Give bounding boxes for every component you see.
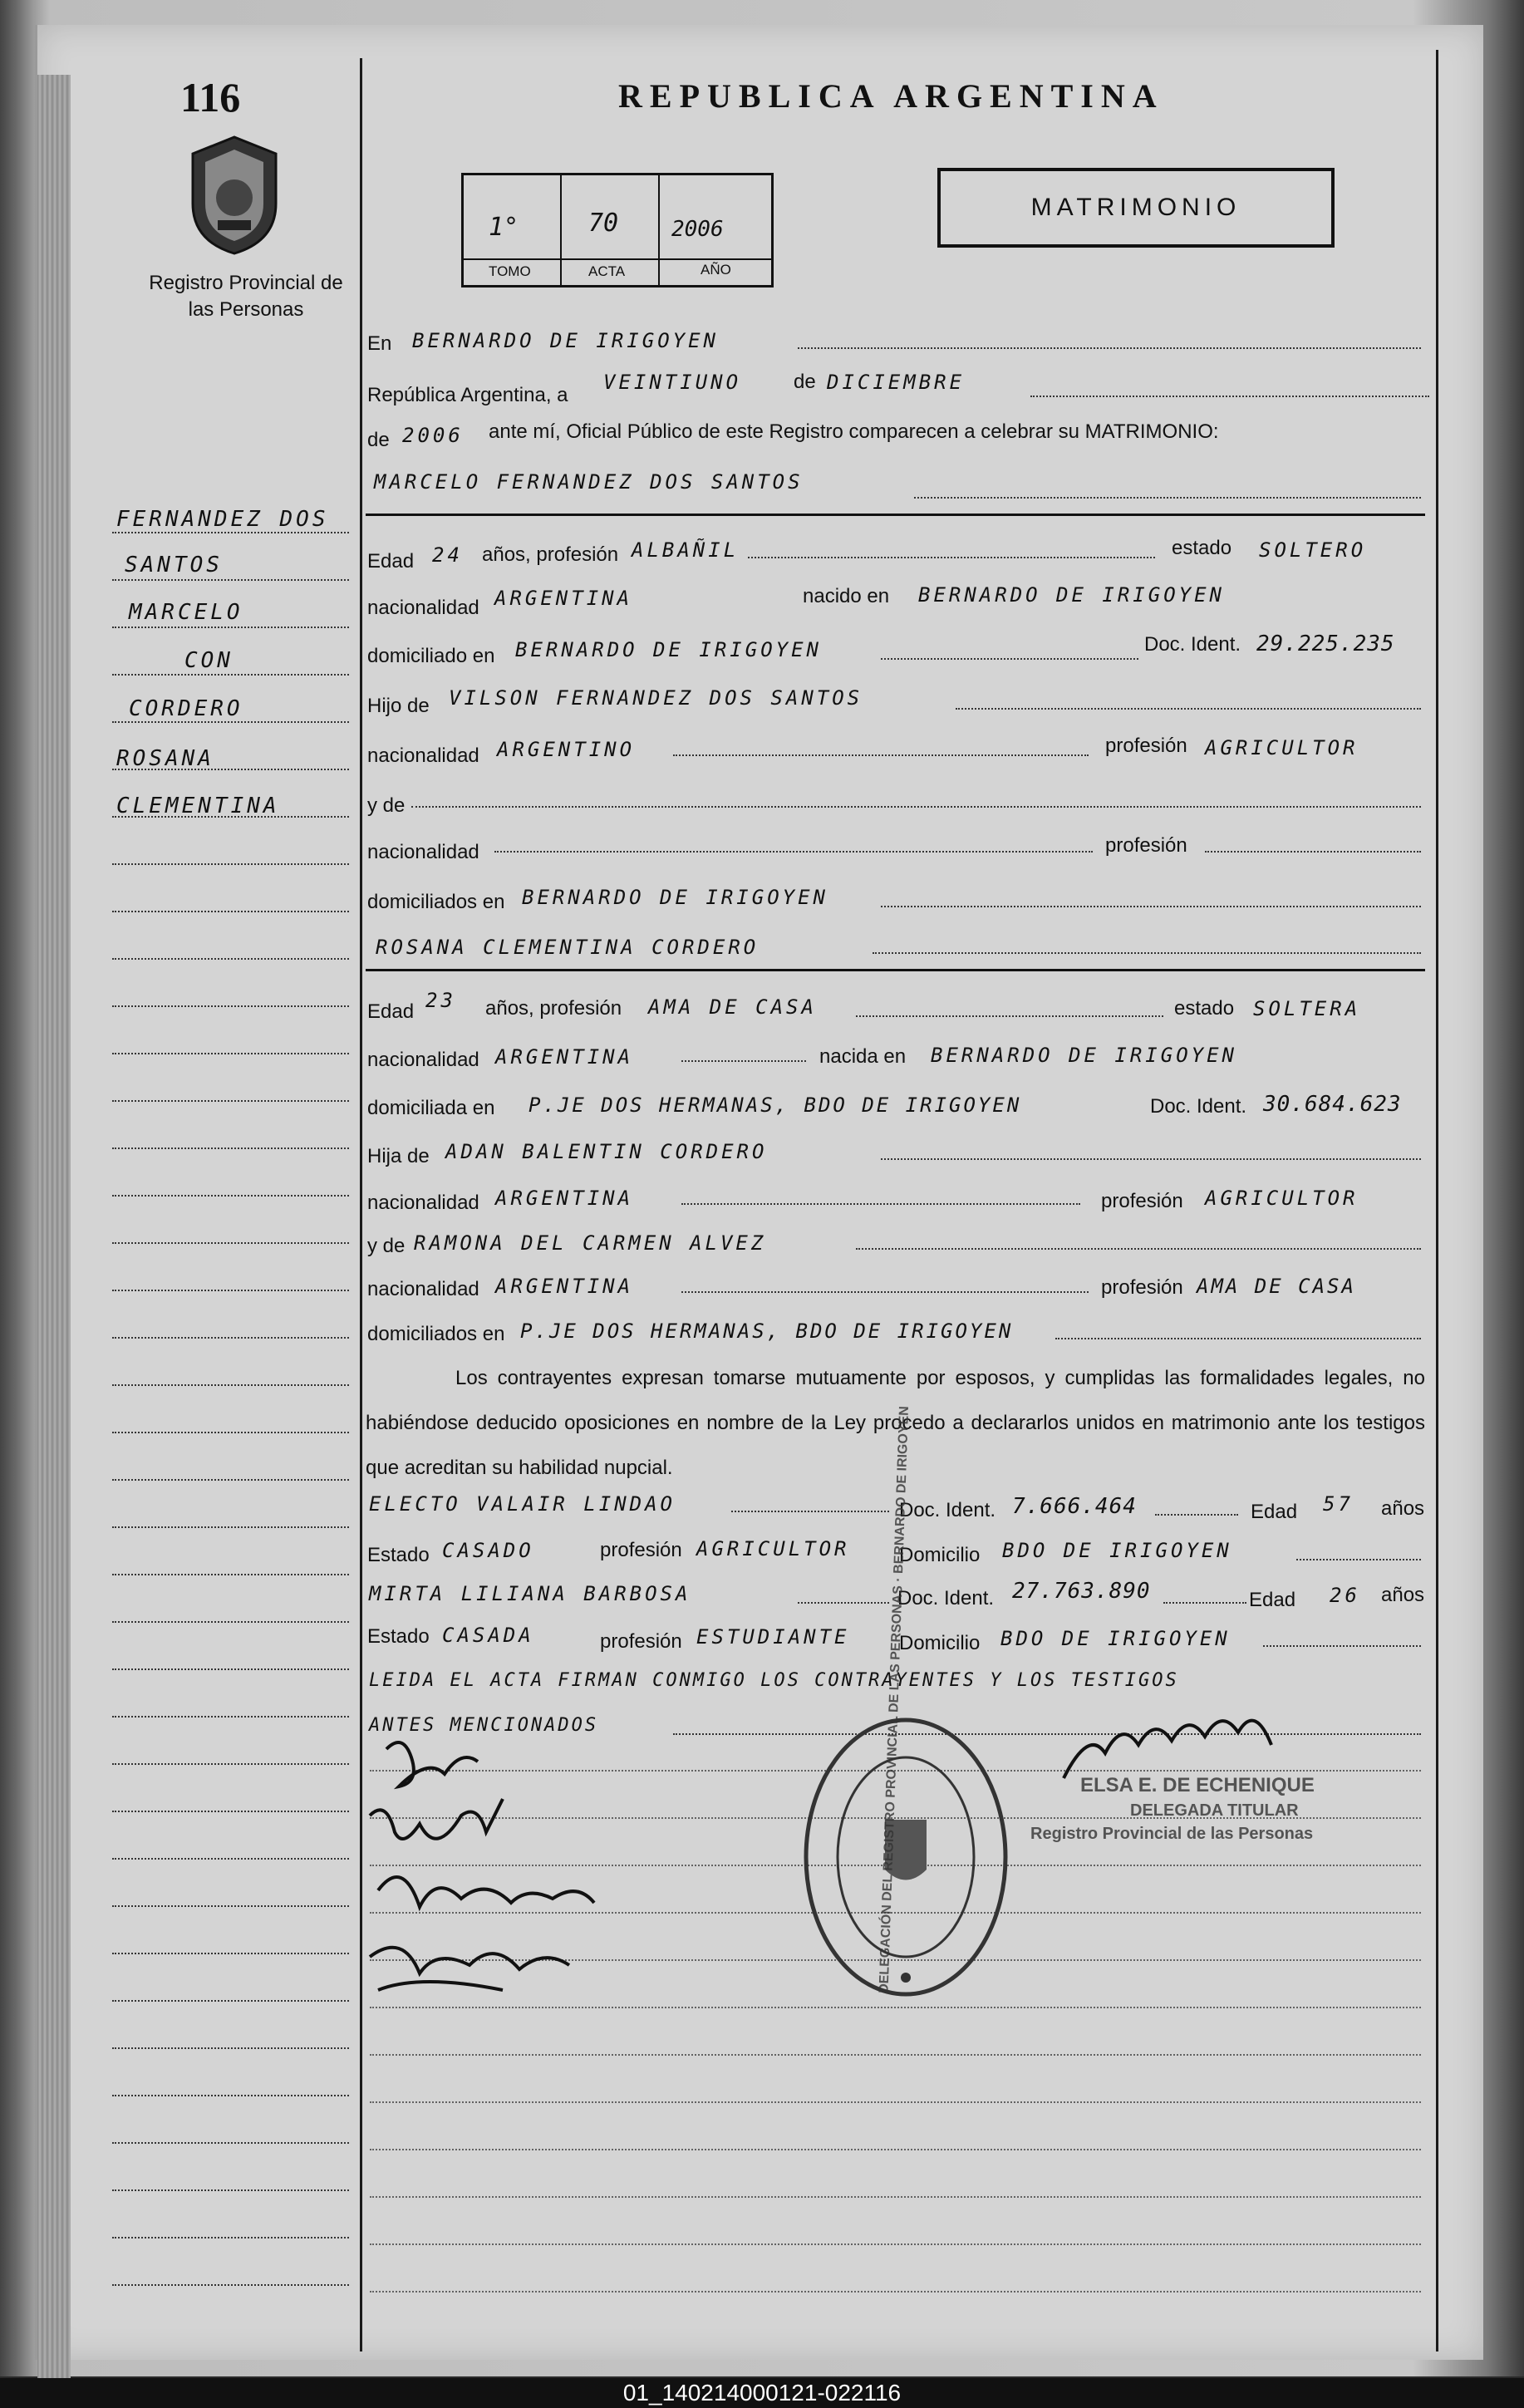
declaration-text: Los contrayentes expresan tomarse mutuamente por esposos, y cumplidas las formalidades legales, no habiéndose deducido oposiciones en nombre de la Ley procedo a declararlos unidos en matrimonio ante los testigos que acreditan su habilidad nupcial.	[366, 1367, 1425, 1479]
official-title-stamp: DELEGADA TITULAR	[1130, 1801, 1299, 1820]
bride-father-nac-label: nacionalidad	[367, 1192, 479, 1214]
witness1-profession: AGRICULTOR	[696, 1537, 850, 1560]
margin-name-line: ROSANA	[116, 746, 214, 771]
body-rule	[370, 2243, 1421, 2245]
bride-father-nationality: ARGENTINA	[495, 1187, 634, 1210]
witness2-age: 26	[1330, 1584, 1360, 1607]
groom-father: VILSON FERNANDEZ DOS SANTOS	[449, 686, 863, 710]
margin-rule	[112, 1479, 349, 1481]
bride-estado-label: estado	[1174, 997, 1235, 1020]
bride-hija-label: Hija de	[367, 1145, 430, 1167]
witness1-dom-label: Domicilio	[899, 1544, 981, 1566]
acta-value: 70	[588, 209, 619, 238]
tomo-value: 1°	[489, 213, 519, 242]
groom-hijo-label: Hijo de	[367, 695, 430, 717]
bride-parents-dom-label: domiciliados en	[367, 1323, 505, 1345]
bride-profession: AMA DE CASA	[648, 995, 817, 1019]
margin-rule	[112, 1384, 349, 1386]
bride-mother-nationality: ARGENTINA	[495, 1275, 634, 1298]
republica-label: República Argentina, a	[367, 384, 568, 406]
closing-note: LEIDA EL ACTA FIRMAN CONMIGO LOS CONTRAYENTES Y LOS TESTIGOS	[369, 1670, 1179, 1691]
margin-rule	[112, 2000, 349, 2002]
witness1-domicilio: BDO DE IRIGOYEN	[1002, 1539, 1232, 1562]
groom-parents-dom-label: domiciliados en	[367, 891, 505, 913]
witness2-estado: CASADA	[442, 1624, 534, 1647]
margin-rule	[112, 1526, 349, 1528]
margin-rule	[112, 1763, 349, 1765]
margin-rule	[112, 2142, 349, 2144]
marriage-place: BERNARDO DE IRIGOYEN	[412, 329, 719, 352]
en-label: En	[367, 332, 392, 355]
groom-parents-domicilio: BERNARDO DE IRIGOYEN	[522, 886, 828, 909]
margin-rule	[112, 2047, 349, 2049]
page-border-right	[1436, 50, 1438, 2351]
party-signatures	[353, 1724, 619, 2040]
marriage-year: 2006	[402, 424, 464, 447]
groom-name: MARCELO FERNANDEZ DOS SANTOS	[374, 470, 804, 494]
witness1-prof-label: profesión	[600, 1539, 682, 1561]
margin-rule	[112, 769, 349, 770]
witness1-estado: CASADO	[442, 1539, 534, 1562]
tomo-label: TOMO	[489, 263, 531, 279]
marriage-day: VEINTIUNO	[603, 371, 742, 394]
groom-estado-label: estado	[1172, 537, 1232, 559]
bride-nationality: ARGENTINA	[495, 1045, 634, 1069]
margin-rule	[112, 1290, 349, 1291]
margin-rule	[112, 958, 349, 960]
margin-rule	[112, 1242, 349, 1244]
margin-rule	[112, 1905, 349, 1907]
groom-dom-label: domiciliado en	[367, 645, 495, 667]
margin-rule	[112, 2237, 349, 2238]
body-rule	[370, 2196, 1421, 2198]
margin-rule	[112, 911, 349, 912]
groom-profession: ALBAÑIL	[632, 538, 740, 562]
acta-label: ACTA	[588, 263, 626, 279]
scan-footer-code: 01_140214000121-022116	[0, 2378, 1524, 2408]
groom-edad-label: Edad	[367, 550, 415, 573]
groom-yde-label: y de	[367, 794, 406, 817]
witness1-doc: 7.666.464	[1012, 1494, 1137, 1519]
official-registry-stamp: Registro Provincial de las Personas	[1030, 1825, 1314, 1843]
bride-mother: RAMONA DEL CARMEN ALVEZ	[414, 1231, 767, 1255]
body-rule	[370, 2054, 1421, 2056]
witness2-doc: 27.763.890	[1012, 1579, 1151, 1604]
margin-rule	[112, 2095, 349, 2096]
bride-father-profession: AGRICULTOR	[1205, 1187, 1359, 1210]
page-binding	[37, 75, 71, 2401]
bride-parents-domicilio: P.JE DOS HERMANAS, BDO DE IRIGOYEN	[520, 1319, 1014, 1343]
bride-doc-label: Doc. Ident.	[1150, 1095, 1247, 1118]
witness2-domicilio: BDO DE IRIGOYEN	[1000, 1627, 1231, 1650]
margin-rule	[112, 1574, 349, 1575]
bride-domicilio: P.JE DOS HERMANAS, BDO DE IRIGOYEN	[528, 1093, 1022, 1117]
bride-mother-prof-label: profesión	[1101, 1276, 1183, 1299]
witness1-edad-label: Edad	[1251, 1501, 1298, 1523]
body-rule	[370, 2101, 1421, 2103]
witness2-estado-label: Estado	[367, 1625, 430, 1648]
groom-father-profession: AGRICULTOR	[1205, 736, 1359, 759]
margin-rule	[112, 674, 349, 676]
groom-estado: SOLTERO	[1259, 538, 1367, 562]
margin-name-line: CON	[184, 648, 234, 673]
groom-birthplace: BERNARDO DE IRIGOYEN	[918, 583, 1225, 607]
margin-rule	[112, 1716, 349, 1718]
ano-value: 2006	[671, 217, 724, 242]
witness1-anos-label: años	[1381, 1497, 1425, 1520]
groom-age: 24	[432, 543, 463, 567]
bride-father-prof-label: profesión	[1101, 1190, 1183, 1212]
bride-profesion-label: años, profesión	[485, 997, 622, 1020]
closing-note: ANTES MENCIONADOS	[369, 1715, 599, 1736]
margin-rule	[112, 627, 349, 628]
groom-father-nac-label: nacionalidad	[367, 745, 479, 767]
page-number: 116	[180, 74, 241, 120]
record-number-box	[461, 173, 774, 287]
de2-label: de	[367, 429, 390, 451]
margin-rule	[112, 1432, 349, 1433]
groom-domicilio: BERNARDO DE IRIGOYEN	[515, 638, 822, 661]
margin-rule	[112, 2284, 349, 2286]
margin-name-line: CLEMENTINA	[116, 794, 280, 818]
record-type: MATRIMONIO	[937, 168, 1335, 248]
margin-rule	[112, 532, 349, 533]
witness2-name: MIRTA LILIANA BARBOSA	[369, 1582, 691, 1605]
witness2-edad-label: Edad	[1249, 1589, 1296, 1611]
registry-seal-icon	[798, 1712, 1014, 2003]
margin-rule	[112, 816, 349, 818]
margin-rule	[112, 1668, 349, 1670]
margin-rule	[112, 1858, 349, 1860]
groom-father-prof-label: profesión	[1105, 735, 1187, 757]
margin-rule	[112, 721, 349, 723]
witness1-estado-label: Estado	[367, 1544, 430, 1566]
witness2-prof-label: profesión	[600, 1630, 682, 1653]
margin-rule	[112, 1621, 349, 1623]
bride-age: 23	[425, 989, 456, 1012]
bride-mother-nac-label: nacionalidad	[367, 1278, 479, 1300]
bride-dom-label: domiciliada en	[367, 1097, 495, 1119]
de-label: de	[794, 371, 816, 393]
comparecen-text: ante mí, Oficial Público de este Registro comparecen a celebrar su MATRIMONIO:	[489, 420, 1219, 443]
bride-nac-label: nacionalidad	[367, 1049, 479, 1071]
bride-birthplace: BERNARDO DE IRIGOYEN	[931, 1044, 1237, 1067]
bride-name: ROSANA CLEMENTINA CORDERO	[376, 936, 760, 959]
groom-doc: 29.225.235	[1256, 631, 1395, 656]
body-rule	[370, 2149, 1421, 2150]
official-name-stamp: ELSA E. DE ECHENIQUE	[1080, 1774, 1315, 1796]
groom-nationality: ARGENTINA	[494, 587, 633, 610]
groom-nacido-label: nacido en	[803, 585, 890, 607]
margin-rule	[112, 579, 349, 581]
margin-name-line: FERNANDEZ DOS	[116, 507, 329, 532]
section-divider	[366, 969, 1425, 971]
bride-mother-profession: AMA DE CASA	[1197, 1275, 1356, 1298]
body-rule	[370, 2291, 1421, 2293]
section-divider	[366, 514, 1425, 516]
provincial-crest-icon	[184, 133, 284, 258]
witness2-anos-label: años	[1381, 1584, 1425, 1606]
margin-rule	[112, 1053, 349, 1054]
bride-father: ADAN BALENTIN CORDERO	[445, 1140, 768, 1163]
country-title: REPUBLICA ARGENTINA	[618, 77, 1164, 115]
margin-rule	[112, 1811, 349, 1812]
margin-rule	[112, 1100, 349, 1102]
bride-estado: SOLTERA	[1253, 997, 1361, 1020]
margin-rule	[112, 1337, 349, 1339]
bride-nacida-label: nacida en	[819, 1045, 907, 1068]
witness1-name: ELECTO VALAIR LINDAO	[369, 1492, 676, 1516]
margin-rule	[112, 1953, 349, 1954]
margin-rule	[112, 1195, 349, 1197]
ano-label: AÑO	[701, 262, 731, 278]
witness1-doc-label: Doc. Ident.	[899, 1499, 996, 1521]
marriage-month: DICIEMBRE	[827, 371, 966, 394]
witness1-age: 57	[1323, 1492, 1354, 1516]
margin-rule	[112, 863, 349, 865]
bride-yde-label: y de	[367, 1235, 406, 1257]
margin-rule	[112, 1147, 349, 1149]
groom-mother-nac-label: nacionalidad	[367, 841, 479, 863]
groom-doc-label: Doc. Ident.	[1144, 633, 1241, 656]
margin-name-line: MARCELO	[129, 600, 243, 625]
witness2-profession: ESTUDIANTE	[696, 1625, 850, 1649]
margin-rule	[112, 1005, 349, 1007]
witness2-doc-label: Doc. Ident.	[897, 1587, 995, 1609]
margin-name-line: SANTOS	[125, 553, 223, 577]
witness2-dom-label: Domicilio	[899, 1632, 981, 1654]
groom-father-nationality: ARGENTINO	[497, 738, 636, 761]
bride-doc: 30.684.623	[1263, 1092, 1402, 1117]
margin-name-line: CORDERO	[129, 696, 243, 721]
groom-profesion-label: años, profesión	[482, 543, 619, 566]
groom-mother-prof-label: profesión	[1105, 834, 1187, 857]
groom-nac-label: nacionalidad	[367, 597, 479, 619]
bride-edad-label: Edad	[367, 1000, 415, 1023]
margin-rule	[112, 2189, 349, 2191]
registry-name: Registro Provincial de las Personas	[149, 272, 343, 321]
